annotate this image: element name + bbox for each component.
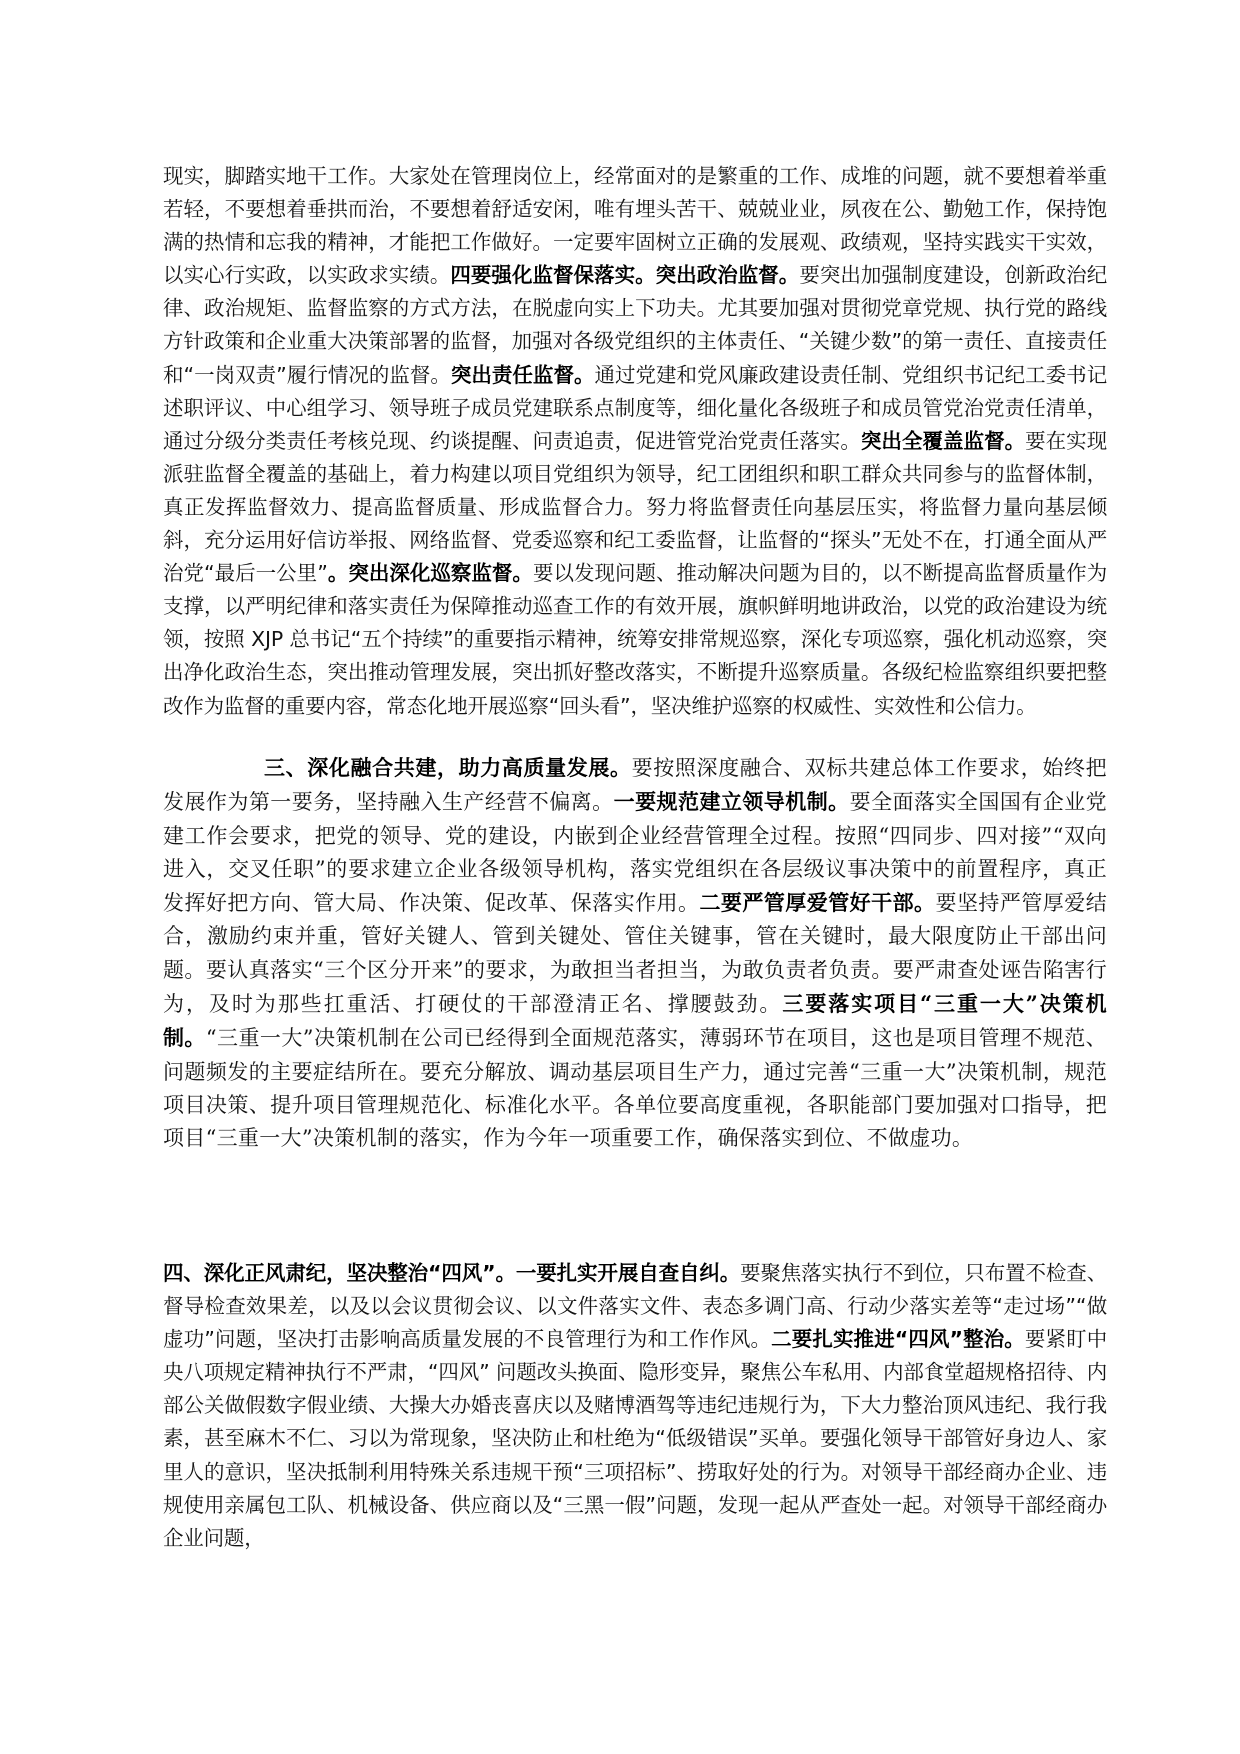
bold-heading: 二要扎实推进“四风”整治。 bbox=[771, 1327, 1025, 1352]
paragraph-text: 通过党建和党风廉政建设责任制、党组织书记纪工委书记述职评议、中心组学习、领导班子成员党建联系点制度等，细化量化各级班子和成员管党治党责任清单，通过分级分类责任考核兑现、约谈提醒、问责追责，促进管党治党责任落实。 bbox=[163, 362, 1107, 453]
body-paragraph-3 bbox=[163, 1257, 1107, 1555]
bold-heading: 突出全覆盖监督。 bbox=[860, 428, 1026, 453]
section-heading: 四、深化正风肃纪，坚决整治“四风”。一要扎实开展自查自纠。 bbox=[163, 1261, 741, 1285]
paragraph-text: 要紧盯中央八项规定精神执行不严肃，“四风” 问题改头换面、隐形变异，聚焦公车私用、内部食堂超规格招待、内部公关做假数字假业绩、大操大办婚丧喜庆以及赌博酒驾等违纪违规行为，下大力整治顶风违纪、我行我素，甚至麻木不仁、习以为常现象，坚决防止和杜绝为“低级错误”买单。要强化领导干部管好身边人、家里人的意识，坚决抵制利用特殊关系违规干预“三项招标”、捞取好处的行为。对领导干部经商办企业、违规使用亲属包工队、机械设备、供应商以及“三黑一假”问题，发现一起从严查处一起。对领导干部经商办企业问题， bbox=[163, 1327, 1107, 1550]
bold-heading: 二要严管厚爱管好干部。 bbox=[699, 890, 936, 916]
bold-heading: 一要规范建立领导机制。 bbox=[613, 789, 850, 815]
section-heading: 三、深化融合共建，助力高质量发展。 bbox=[264, 755, 632, 780]
paragraph-text: 要坚持严管厚爱结合，激励约束并重，管好关键人、管到关键处、管住关键事，管在关键时，最大限度防止干部出问题。要认真落实“三个区分开来”的要求，为敢担当者担当，为敢负责者负责。要严肃查处诬告陷害行为，及时为那些扛重活、打硬仗的干部澄清正名、撑腰鼓劲。 bbox=[163, 891, 1108, 1017]
paragraph-text: 要全面落实全国国有企业党建工作会要求，把党的领导、党的建设，内嵌到企业经营管理全过程。按照“四同步、四对接”“双向进入，交叉任职”的要求建立企业各级领导机构，落实党组织在各层级议事决策中的前置程序，真正发挥好把方向、管大局、作决策、促改革、保落实作用。 bbox=[163, 790, 1107, 916]
paragraph-text: 要以发现问题、推动解决问题为目的，以不断提高监督质量作为支撑，以严明纪律和落实责任为保障推动巡查工作的有效开展，旗帜鲜明地讲政治，以党的政治建设为统领，按照 XJP 总书记“五个持续”的重要指示精神，统筹安排常规巡察，深化专项巡察，强化机动巡察，突出净化政治生态，突出推动管理发展，突出抓好整改落实，不断提升巡察质量。各级纪检监察组织要把整改作为监督的重要内容，常态化地开展巡察“回头看”，坚决维护巡察的权威性、实效性和公信力。 bbox=[163, 561, 1107, 718]
paragraph-text: “三重一大”决策机制在公司已经得到全面规范落实，薄弱环节在项目，这也是项目管理不规范、问题频发的主要症结所在。要充分解放、调动基层项目生产力，通过完善“三重一大”决策机制，规范项目决策、提升项目管理规范化、标准化水平。各单位要高度重视，各职能部门要加强对口指导，把项目“三重一大”决策机制的落实，作为今年一项重要工作，确保落实到位、不做虚功。 bbox=[163, 1026, 1107, 1151]
bold-heading: 突出责任监督。 bbox=[450, 362, 595, 387]
bold-heading: 四要强化监督保落实。突出政治监督。 bbox=[450, 263, 800, 288]
paragraph-text: 要聚焦落实执行不到位，只布置不检查、督导检查效果差，以及以会议贯彻会议、以文件落实文件、表态多调门高、行动少落实差等“走过场”“做虚功”问题，坚决打击影响高质量发展的不良管理行为和工作作风。 bbox=[163, 1261, 1107, 1352]
body-paragraph-2 bbox=[163, 751, 1107, 1156]
bold-heading: 三要落实项目“三重一大”决策机制。 bbox=[163, 991, 1107, 1051]
bold-heading: 。突出深化巡察监督。 bbox=[327, 561, 533, 586]
paragraph-text: 现实，脚踏实地干工作。大家处在管理岗位上，经常面对的是繁重的工作、成堆的问题，就不要想着举重若轻，不要想着垂拱而治，不要想着舒适安闲，唯有埋头苦干、兢兢业业，夙夜在公、勤勉工作，保持饱满的热情和忘我的精神，才能把工作做好。一定要牢固树立正确的发展观、政绩观，坚持实践实干实效，以实心行实政，以实政求实绩。 bbox=[163, 164, 1107, 288]
paragraph-text: 要突出加强制度建设，创新政治纪律、政治规矩、监督监察的方式方法，在脱虚向实上下功夫。尤其要加强对贯彻党章党规、执行党的路线方针政策和企业重大决策部署的监督，加强对各级党组织的主体责任、“关键少数”的第一责任、直接责任和“一岗双责”履行情况的监督。 bbox=[163, 263, 1107, 387]
paragraph-text: 要在实现派驻监督全覆盖的基础上，着力构建以项目党组织为领导，纪工团组织和职工群众共同参与的监督体制，真正发挥监督效力、提高监督质量、形成监督合力。努力将监督责任向基层压实，将监督力量向基层倾斜，充分运用好信访举报、网络监督、党委巡察和纪工委监督，让监督的“探头”无处不在，打通全面从严治党“最后一公里” bbox=[163, 428, 1108, 586]
body-paragraph-1 bbox=[163, 160, 1107, 723]
paragraph-text: 要按照深度融合、双标共建总体工作要求，始终把发展作为第一要务，坚持融入生产经营不偏离。 bbox=[163, 756, 1107, 815]
